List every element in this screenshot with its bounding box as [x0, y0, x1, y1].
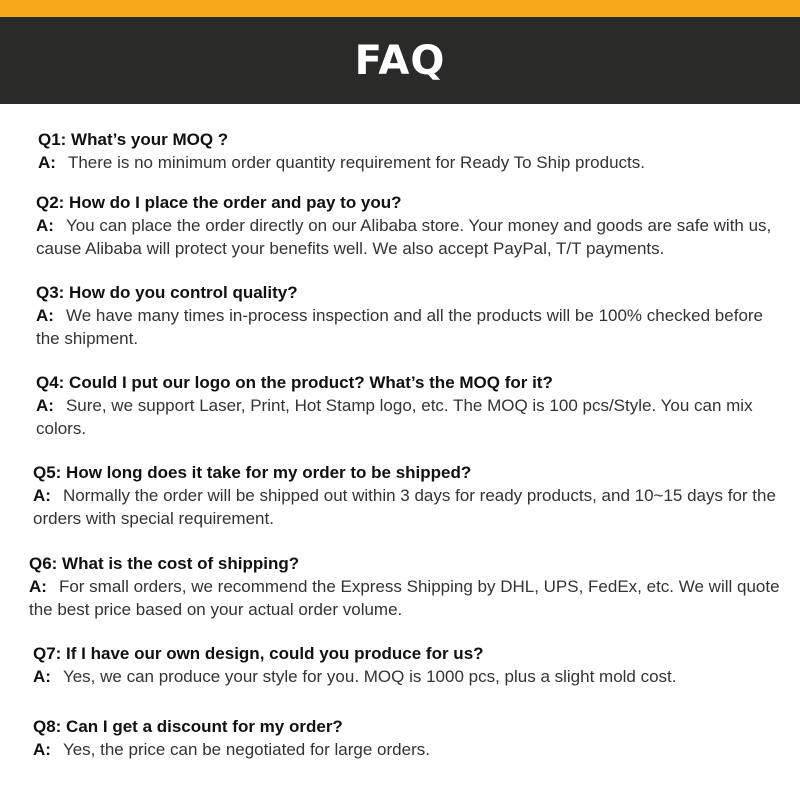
faq-answer [36, 394, 778, 440]
faq-question: Q1: What’s your MOQ ? [38, 130, 229, 149]
answer-text: Normally the order will be shipped out within 3 days for ready products, and 10~15 days for the orders with special requirement. [33, 486, 776, 528]
faq-answer [33, 484, 788, 530]
faq-answer [33, 738, 788, 761]
faq-question: Q4: Could I put our logo on the product? What’s the MOQ for it? [36, 373, 553, 392]
faq-answer [38, 151, 778, 174]
answer-text: Yes, we can produce your style for you. MOQ is 1000 pcs, plus a slight mold cost. [62, 667, 677, 686]
faq-answer [36, 214, 778, 260]
top-accent-stripe [0, 0, 800, 17]
answer-tag: A: [36, 216, 54, 235]
answer-tag: A: [38, 153, 56, 172]
faq-item-2 [36, 191, 778, 260]
page-title: FAQ [354, 37, 446, 84]
faq-item-6 [29, 552, 788, 621]
answer-tag: A: [36, 306, 54, 325]
answer-text: You can place the order directly on our Alibaba store. Your money and goods are safe with us, cause Alibaba will protect your benefits well. We also accept PayPal, T/T payments. [36, 216, 772, 258]
faq-item-5 [33, 461, 788, 530]
faq-item-8 [33, 715, 788, 761]
answer-tag: A: [36, 396, 54, 415]
answer-text: Yes, the price can be negotiated for large orders. [62, 740, 430, 759]
answer-text: We have many times in-process inspection and all the products will be 100% checked before the shipment. [36, 306, 764, 348]
faq-question: Q6: What is the cost of shipping? [29, 554, 300, 573]
faq-item-4 [36, 371, 778, 440]
faq-question: Q8: Can I get a discount for my order? [33, 717, 343, 736]
faq-answer [36, 304, 778, 350]
answer-tag: A: [33, 740, 51, 759]
page-header [0, 17, 800, 104]
faq-item-3 [36, 281, 778, 350]
faq-question: Q3: How do you control quality? [36, 283, 298, 302]
answer-text: For small orders, we recommend the Express Shipping by DHL, UPS, FedEx, etc. We will quote the best price based on your actual order volume. [29, 577, 780, 619]
answer-text: Sure, we support Laser, Print, Hot Stamp logo, etc. The MOQ is 100 pcs/Style. You can mix colors. [36, 396, 753, 438]
faq-question: Q2: How do I place the order and pay to you? [36, 193, 402, 212]
faq-question: Q5: How long does it take for my order to be shipped? [33, 463, 472, 482]
answer-tag: A: [29, 577, 47, 596]
answer-tag: A: [33, 667, 51, 686]
faq-answer [29, 575, 788, 621]
faq-item-1 [38, 128, 778, 174]
faq-question: Q7: If I have our own design, could you produce for us? [33, 644, 484, 663]
answer-text: There is no minimum order quantity requirement for Ready To Ship products. [67, 153, 645, 172]
faq-answer [33, 665, 788, 688]
faq-item-7 [33, 642, 788, 688]
answer-tag: A: [33, 486, 51, 505]
